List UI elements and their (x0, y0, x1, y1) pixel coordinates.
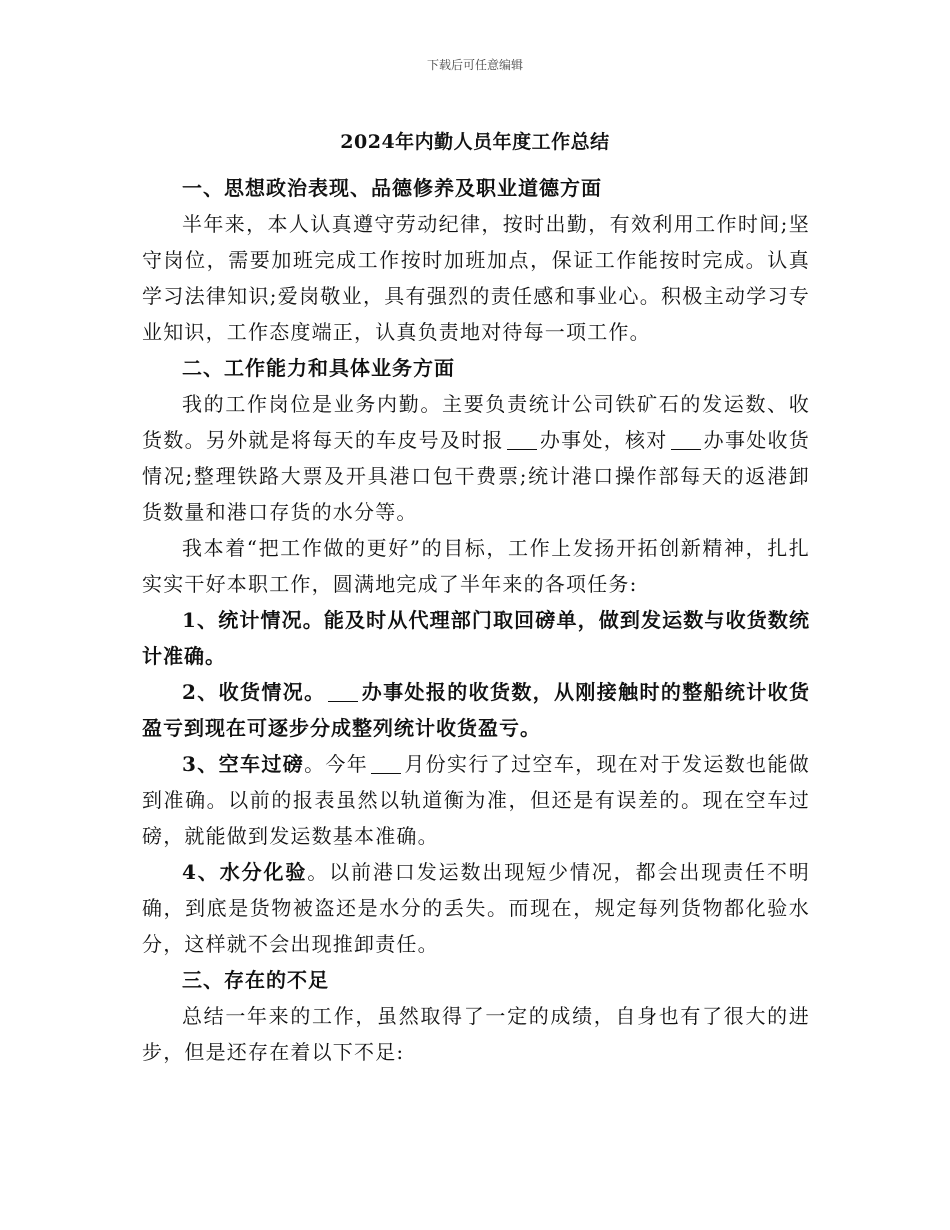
item-3 (142, 746, 810, 854)
item-3-part-a: 。今年 (304, 752, 369, 776)
section1-paragraph: 半年来，本人认真遵守劳动纪律，按时出勤，有效利用工作时间;坚守岗位，需要加班完成工作按时加班加点，保证工作能按时完成。认真学习法律知识;爱岗敬业，具有强烈的责任感和事业心。积极主动学习专业知识，工作态度端正，认真负责地对待每一项工作。 (142, 212, 810, 344)
document-body (142, 170, 810, 1070)
item-4-label: 4、水分化验 (182, 860, 308, 884)
fill-blank (371, 753, 401, 774)
fill-blank (507, 429, 537, 450)
item-2 (142, 674, 810, 746)
section2-p1-part-c: 办事处收货情况;整理铁路大票及开具港口包干费票;统计港口操作部每天的返港卸货数量和港口存货的水分等。 (142, 428, 811, 524)
fill-blank (671, 429, 701, 450)
item-3-part-b: 月份实行了过空车，现在对于发运数也能做到准确。以前的报表虽然以轨道衡为准，但还是有误差的。现在空车过磅，就能做到发运数基本准确。 (142, 752, 810, 848)
item-1: 1、统计情况。能及时从代理部门取回磅单，做到发运数与收货数统计准确。 (142, 608, 810, 668)
section2-p1-part-a: 我的工作岗位是业务内勤。主要负责统计公司铁矿石的发运数、收货数。另外就是将每天的车皮号及时报 (142, 392, 810, 452)
item-4 (142, 854, 810, 962)
section2-heading: 二、工作能力和具体业务方面 (182, 356, 455, 380)
section3-heading: 三、存在的不足 (182, 968, 329, 992)
header-note: 下载后可任意编辑 (426, 58, 523, 72)
item-4-text: 。以前港口发运数出现短少情况，都会出现责任不明确，到底是货物被盗还是水分的丢失。而现在，规定每列货物都化验水分，这样就不会出现推卸责任。 (142, 860, 810, 956)
item-3-label: 3、空车过磅 (182, 752, 305, 776)
item-2-label: 2、收货情况。 (182, 680, 326, 704)
item-2-text: 办事处报的收货数，从刚接触时的整船统计收货盈亏到现在可逐步分成整列统计收货盈亏。 (142, 680, 810, 740)
section3-paragraph: 总结一年来的工作，虽然取得了一定的成绩，自身也有了很大的进步，但是还存在着以下不足: (142, 1004, 810, 1064)
section2-p1-part-b: 办事处，核对 (539, 428, 668, 452)
section2-paragraph-1 (142, 386, 810, 530)
section2-paragraph-2: 我本着“把工作做的更好”的目标，工作上发扬开拓创新精神，扎扎实实干好本职工作，圆满地完成了半年来的各项任务: (142, 536, 810, 596)
section1-heading: 一、思想政治表现、品德修养及职业道德方面 (182, 176, 602, 200)
document-title: 2024年内勤人员年度工作总结 (340, 131, 610, 153)
fill-blank (328, 681, 358, 702)
